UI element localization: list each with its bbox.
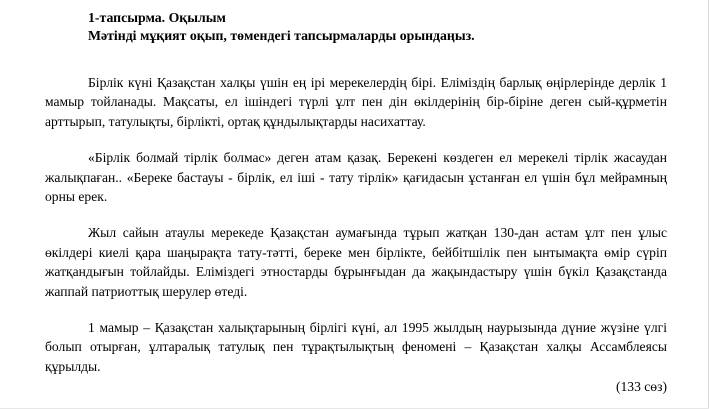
paragraph-1: Бірлік күні Қазақстан халқы үшін ең ірі мерекелердің бірі. Еліміздің барлық өңірлерінде дерлік 1 мамыр тойланады. Мақсаты, ел ішіндегі түрлі ұлт пен дін өкілдерінің бір-біріне деген сый-құрметін арттырып, татулықты, бірлікті, ортақ құндылықтарды насихаттау. [45, 75, 667, 129]
word-count: (133 сөз) [615, 379, 667, 395]
task-title: 1-тапсырма. Оқылым [88, 10, 226, 25]
task-instruction: Мәтінді мұқият оқып, төмендегі тапсырмаларды орындаңыз. [88, 28, 475, 43]
paragraph-3: Жыл сайын атаулы мерекеде Қазақстан аумағында тұрып жатқан 130-дан астам ұлт пен ұлыс өкілдері киелі қара шаңырақта тату-тәтті, береке мен бірлікте, бейбітшілік пен ынтымақта өмір сүріп жатқандығын тойлайды. Еліміздегі этностарды бұрынғыдан да жақындастыру үшін бүкіл Қазақстанда жаппай патриоттық шерулер өтеді. [45, 225, 667, 299]
document-body [45, 9, 667, 397]
paragraph-4: 1 мамыр – Қазақстан халықтарының бірлігі күні, ал 1995 жылдың наурызында дүние жүзіне үлгі болып отырған, ұлтаралық татулық пен тұрақтылықтың феномені – Қазақстан халқы Ассамблеясы құрылды. [45, 320, 667, 374]
paragraph-2: «Бірлік болмай тірлік болмас» деген атам қазақ. Берекені көздеген ел мерекелі тірлік жасаудан жалықпаған.. «Береке бастауы - бірлік, ел іші - тату тірлік» қағидасын ұстанған ел үшін бұл мейрамның орны ерек. [45, 150, 667, 205]
